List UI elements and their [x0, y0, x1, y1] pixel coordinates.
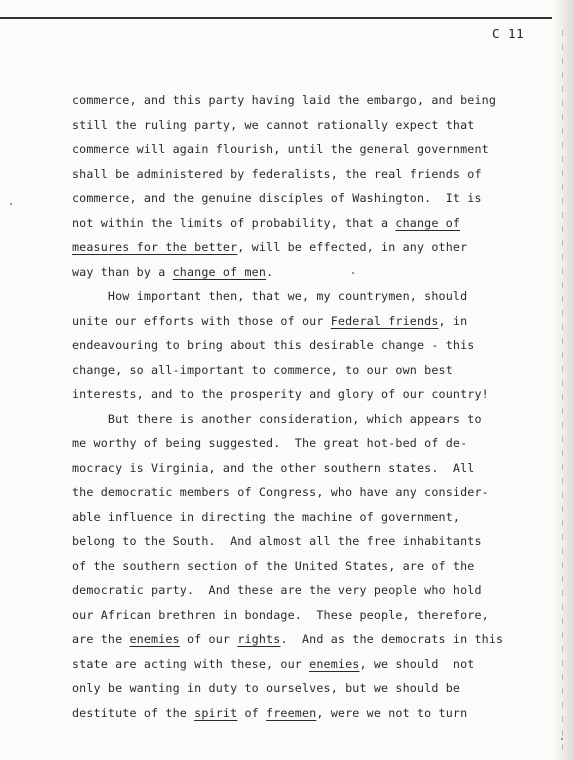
text-line [72, 186, 542, 211]
scanned-page-edge [552, 0, 574, 760]
underlined-phrase: spirit [194, 705, 238, 720]
text-segment: only be wanting in duty to ourselves, but we should be [72, 681, 461, 695]
text-segment: commerce will again flourish, until the general government [72, 142, 489, 156]
underlined-phrase: measures for the better [72, 240, 238, 254]
text-line [72, 505, 542, 530]
text-line [72, 554, 542, 579]
text-line [72, 211, 542, 236]
page-number: C 11 [492, 26, 525, 41]
text-line [72, 603, 542, 628]
underlined-phrase: freemen [266, 705, 317, 720]
text-segment: our African brethren in bondage. These people, therefore, [72, 607, 489, 622]
text-line [72, 578, 542, 603]
text-segment: destitute of the [72, 705, 195, 720]
text-line [72, 113, 542, 138]
text-segment: , in [438, 313, 468, 328]
scan-speck [10, 203, 12, 205]
text-segment: , will be effected, in any other [237, 240, 468, 254]
underlined-phrase: Federal friends [330, 313, 439, 328]
text-segment: able influence in directing the machine of government, [72, 509, 461, 524]
text-segment: the democratic members of Congress, who have any consider- [72, 485, 489, 499]
text-segment: of [237, 705, 267, 720]
text-segment: shall be administered by federalists, the real friends of [72, 166, 482, 181]
text-line [72, 627, 542, 652]
text-segment: unite our efforts with those of our [72, 313, 331, 328]
text-segment: are the [72, 632, 130, 646]
text-segment: , were we not to turn [316, 705, 468, 720]
scan-speck [352, 272, 354, 274]
text-line [72, 480, 542, 505]
top-rule [0, 17, 560, 19]
text-segment: . [266, 264, 274, 279]
underlined-phrase: enemies [129, 632, 180, 646]
text-line [72, 407, 542, 432]
text-segment: still the ruling party, we cannot rationally expect that [72, 117, 475, 132]
text-segment: not within the limits of probability, that a [72, 215, 396, 230]
scan-speck [561, 738, 563, 740]
text-line [72, 88, 542, 113]
text-line [72, 382, 542, 407]
text-segment: , we should not [359, 656, 475, 671]
text-line [72, 284, 542, 309]
text-line [72, 137, 542, 162]
underlined-phrase: change of [395, 215, 461, 230]
typed-letter-body [72, 88, 542, 725]
text-segment: mocracy is Virginia, and the other southern states. All [72, 460, 475, 475]
text-segment: How important then, that we, my countrymen, should [72, 289, 468, 303]
text-line [72, 309, 542, 334]
text-segment: change, so all-important to commerce, to our own best [72, 362, 453, 377]
underlined-phrase: change of men [172, 264, 267, 279]
text-line [72, 260, 542, 285]
text-line [72, 676, 542, 701]
text-line [72, 235, 542, 260]
text-line [72, 456, 542, 481]
text-segment: belong to the South. And almost all the free inhabitants [72, 534, 482, 548]
text-segment: state are acting with these, our [72, 656, 310, 671]
text-line [72, 529, 542, 554]
text-line [72, 333, 542, 358]
text-line [72, 358, 542, 383]
underlined-phrase: enemies [309, 656, 360, 671]
text-segment: . And as the democrats in this [280, 632, 504, 646]
text-segment: of the southern section of the United States, are of the [72, 558, 475, 573]
text-segment: me worthy of being suggested. The great hot-bed of de- [72, 436, 468, 450]
text-line [72, 652, 542, 677]
text-line [72, 162, 542, 187]
text-line [72, 701, 542, 726]
text-segment: commerce, and this party having laid the embargo, and being [72, 93, 497, 107]
text-segment: way than by a [72, 264, 173, 279]
text-segment: commerce, and the genuine disciples of Washington. It is [72, 191, 482, 205]
underlined-phrase: rights [237, 632, 281, 646]
text-segment: But there is another consideration, which appears to [72, 411, 482, 426]
text-segment: of our [179, 632, 238, 646]
text-line [72, 431, 542, 456]
text-segment: democratic party. And these are the very people who hold [72, 583, 482, 597]
text-segment: interests, and to the prosperity and glory of our country! [72, 387, 489, 401]
text-segment: endeavouring to bring about this desirable change - this [72, 338, 475, 352]
